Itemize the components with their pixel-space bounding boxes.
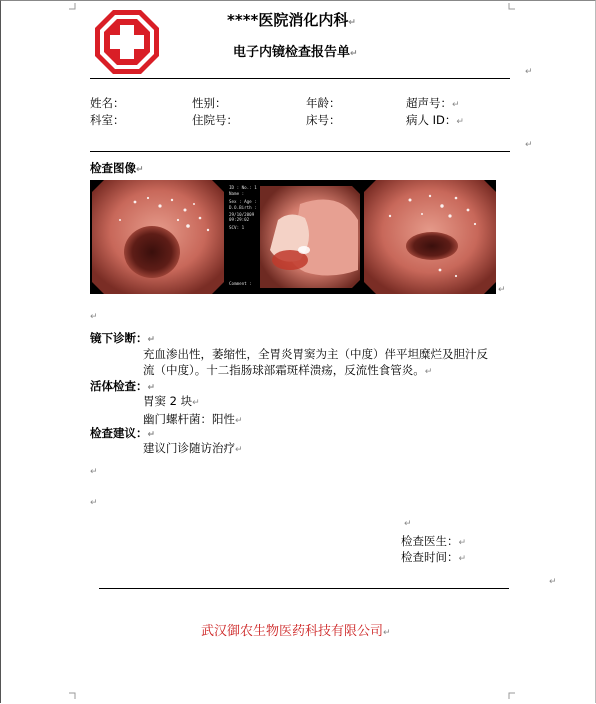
crop-mark-top-left — [69, 3, 77, 11]
endoscopy-image-strip — [90, 180, 496, 294]
company-name: 武汉御农生物医药科技有限公司↵ — [201, 624, 391, 639]
endoscopy-image-1 — [92, 180, 224, 294]
advice-label: 检查建议：↵ — [90, 426, 156, 440]
biopsy-text: 胃窦 2 块↵ 幽门螺杆菌：阳性↵ — [143, 394, 243, 426]
name-label: 姓名： — [90, 96, 125, 110]
overlay-line-6: 09:29:02 — [229, 217, 250, 222]
diagnosis-text: 充血渗出性，萎缩性，全胃炎胃窦为主（中度）伴平坦糜烂及胆汁反 流（中度）。十二指肠球部霜斑样溃疡，反流性食管炎。↵ — [143, 347, 488, 377]
endoscopy-image-3 — [364, 180, 496, 294]
overlay-comment: Comment : — [229, 281, 252, 286]
inpatient-no-label: 住院号： — [192, 113, 238, 127]
doctor-label: 检查医生：↵ — [401, 534, 467, 548]
overlay-line-4: D.O.Birth : — [229, 205, 257, 210]
biopsy-label: 活体检查：↵ — [90, 379, 156, 393]
para-mark: ↵ — [404, 519, 412, 529]
gender-label: 性别： — [192, 96, 227, 110]
endoscopy-image-2 — [226, 180, 362, 294]
overlay-line-7: SCV: 1 — [229, 225, 245, 230]
info-divider — [90, 151, 510, 152]
patient-id-label: 病人 ID：↵ — [406, 113, 464, 127]
age-label: 年龄： — [306, 96, 341, 110]
diagnosis-label: 镜下诊断：↵ — [90, 331, 156, 345]
header-divider — [90, 78, 510, 79]
exam-time-label: 检查时间：↵ — [401, 550, 467, 564]
ultrasound-no-label: 超声号：↵ — [406, 96, 460, 110]
overlay-line-5: 29/10/2009 — [229, 212, 255, 217]
hospital-title: ****医院消化内科↵ — [227, 11, 356, 29]
footer-divider — [99, 588, 509, 589]
overlay-line-2: Name : — [229, 191, 245, 196]
overlay-line-1: ID : No.: 1 — [229, 185, 257, 190]
para-mark: ↵ — [90, 312, 98, 322]
para-mark: ↵ — [90, 498, 98, 508]
para-mark: ↵ — [525, 140, 533, 150]
para-mark: ↵ — [90, 467, 98, 477]
para-mark: ↵ — [498, 285, 506, 295]
bed-no-label: 床号： — [306, 113, 341, 127]
crop-mark-bottom-right — [507, 691, 515, 699]
images-section-label: 检查图像↵ — [90, 161, 144, 175]
para-mark: ↵ — [549, 577, 557, 587]
hospital-cross-logo — [93, 8, 161, 76]
overlay-line-3: Sex : Age : — [229, 199, 257, 204]
crop-mark-top-right — [507, 3, 515, 11]
advice-text: 建议门诊随访治疗↵ — [143, 441, 243, 455]
department-label: 科室： — [90, 113, 125, 127]
para-mark: ↵ — [525, 67, 533, 77]
report-title: 电子内镜检查报告单↵ — [233, 45, 358, 60]
crop-mark-bottom-left — [69, 691, 77, 699]
